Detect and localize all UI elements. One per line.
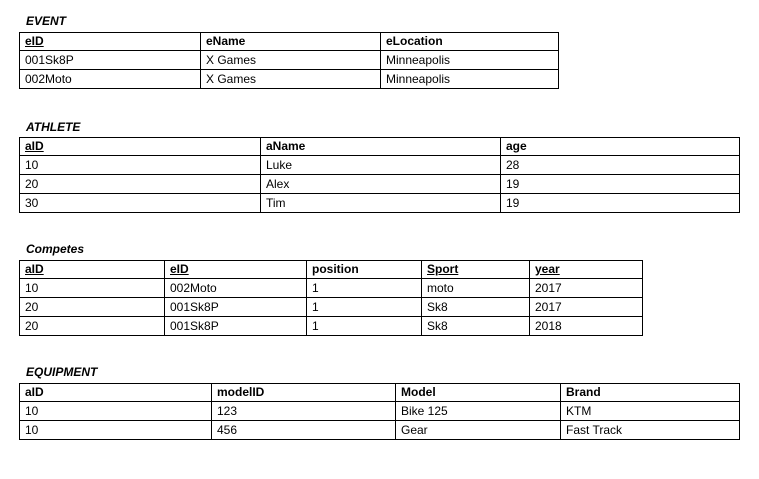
table-cell: 19 [501, 175, 740, 194]
table-cell: 2017 [530, 279, 643, 298]
table-cell: 28 [501, 156, 740, 175]
table-row [20, 51, 559, 70]
table-cell: Minneapolis [381, 51, 559, 70]
table-row [20, 317, 643, 336]
table-cell: 002Moto [165, 279, 307, 298]
table-cell: 2017 [530, 298, 643, 317]
table-cell: 1 [307, 317, 422, 336]
table-header-row [20, 138, 740, 156]
table-cell: Minneapolis [381, 70, 559, 89]
table-cell: 001Sk8P [165, 298, 307, 317]
table-cell: Bike 125 [396, 402, 561, 421]
column-header-modelid: modelID [212, 384, 396, 402]
table-cell: Alex [261, 175, 501, 194]
table-row [20, 175, 740, 194]
table-cell: 10 [20, 421, 212, 440]
table-cell: 30 [20, 194, 261, 213]
column-header-age: age [501, 138, 740, 156]
table-cell: Luke [261, 156, 501, 175]
table-cell: 10 [20, 279, 165, 298]
column-header-model: Model [396, 384, 561, 402]
table-cell: 001Sk8P [165, 317, 307, 336]
table-cell: X Games [201, 70, 381, 89]
column-header-aid: aID [20, 138, 261, 156]
column-header-ename: eName [201, 33, 381, 51]
event-table-title: EVENT [26, 14, 67, 28]
column-header-year: year [530, 261, 643, 279]
table-cell: 20 [20, 317, 165, 336]
competes-table [19, 260, 643, 336]
table-cell: 20 [20, 298, 165, 317]
equipment-table [19, 383, 740, 440]
column-header-position: position [307, 261, 422, 279]
column-header-aname: aName [261, 138, 501, 156]
event-table [19, 32, 559, 89]
column-header-brand: Brand [561, 384, 740, 402]
table-cell: 19 [501, 194, 740, 213]
column-header-aid: aID [20, 261, 165, 279]
table-header-row [20, 384, 740, 402]
table-cell: 123 [212, 402, 396, 421]
column-header-eid: eID [165, 261, 307, 279]
table-cell: Sk8 [422, 317, 530, 336]
table-row [20, 156, 740, 175]
table-cell: Tim [261, 194, 501, 213]
table-row [20, 421, 740, 440]
table-cell: 10 [20, 156, 261, 175]
table-cell: 1 [307, 279, 422, 298]
column-header-sport: Sport [422, 261, 530, 279]
equipment-table-title: EQUIPMENT [26, 365, 98, 379]
table-row [20, 279, 643, 298]
table-cell: X Games [201, 51, 381, 70]
table-cell: 20 [20, 175, 261, 194]
table-cell: KTM [561, 402, 740, 421]
table-cell: 001Sk8P [20, 51, 201, 70]
table-row [20, 194, 740, 213]
table-row [20, 298, 643, 317]
table-cell: 2018 [530, 317, 643, 336]
table-row [20, 70, 559, 89]
athlete-table [19, 137, 740, 213]
table-cell: 1 [307, 298, 422, 317]
table-row [20, 402, 740, 421]
column-header-eid: eID [20, 33, 201, 51]
table-cell: moto [422, 279, 530, 298]
table-cell: 456 [212, 421, 396, 440]
table-cell: Gear [396, 421, 561, 440]
table-cell: Sk8 [422, 298, 530, 317]
athlete-table-title: ATHLETE [26, 120, 81, 134]
column-header-elocation: eLocation [381, 33, 559, 51]
table-cell: Fast Track [561, 421, 740, 440]
competes-table-title: Competes [26, 242, 85, 256]
table-cell: 10 [20, 402, 212, 421]
table-header-row [20, 261, 643, 279]
column-header-aid: aID [20, 384, 212, 402]
table-cell: 002Moto [20, 70, 201, 89]
table-header-row [20, 33, 559, 51]
